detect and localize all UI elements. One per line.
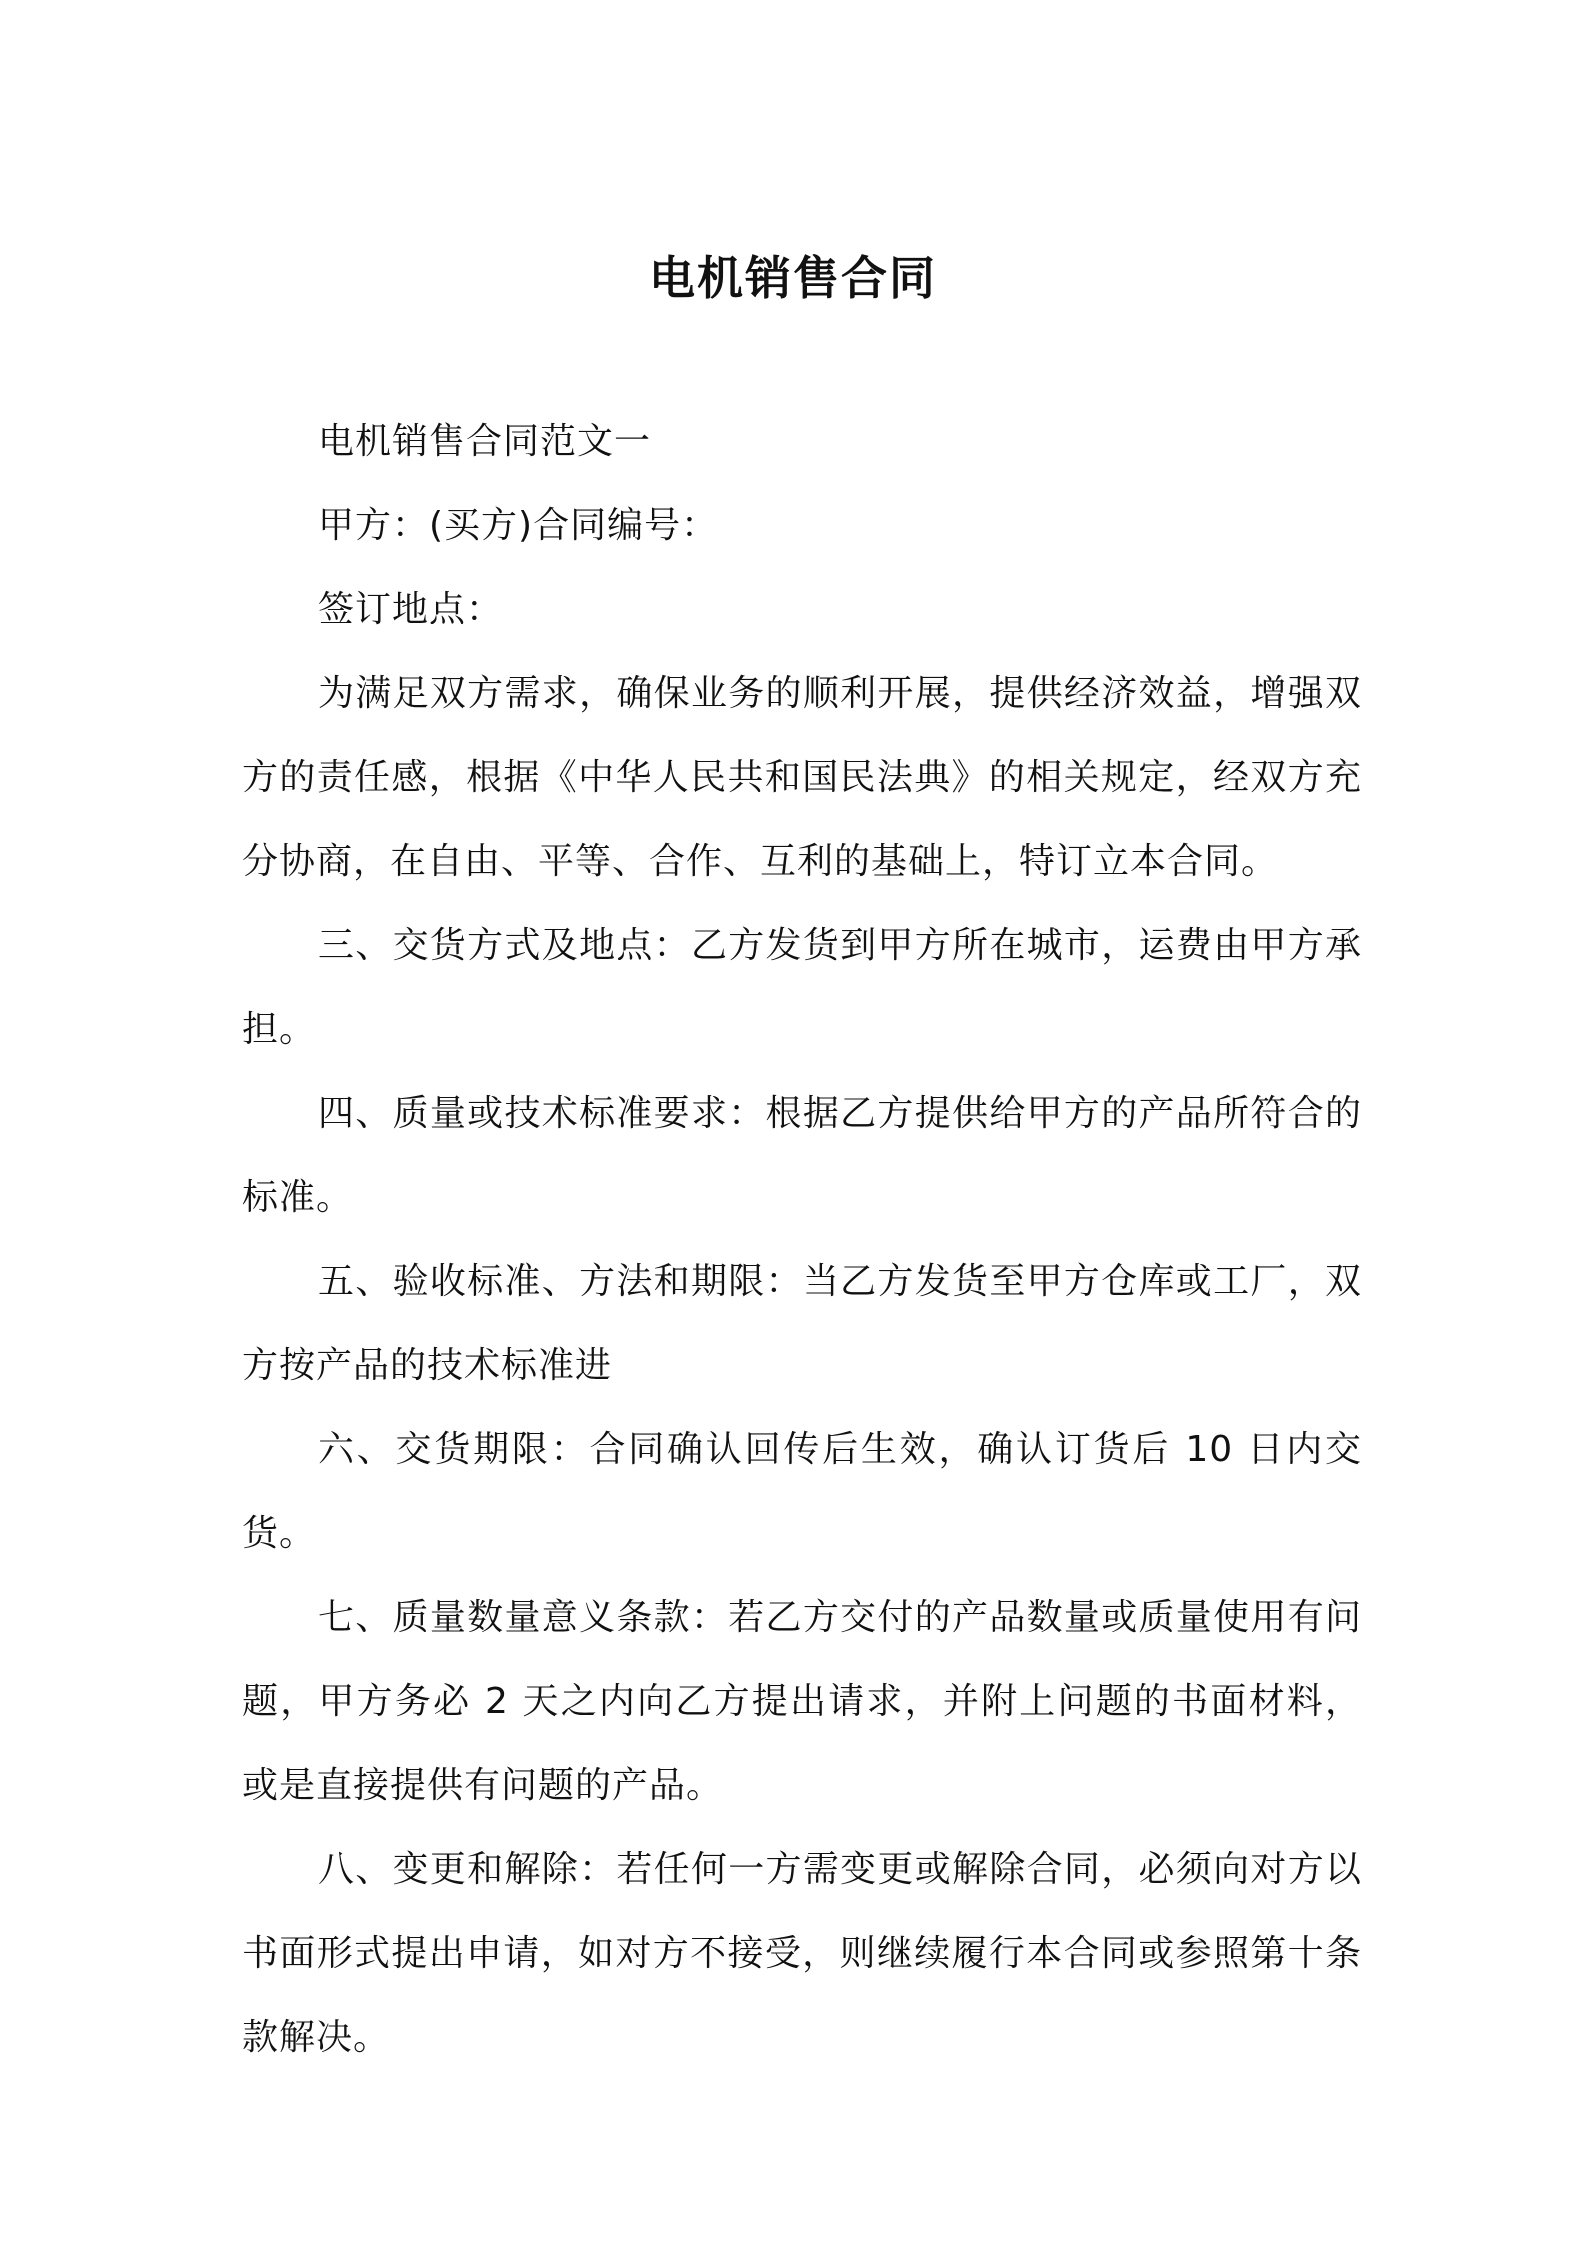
paragraph-party-a: 甲方：(买方)合同编号： <box>318 505 719 546</box>
paragraph-clause-6: 六、交货期限：合同确认回传后生效，确认订货后 10 日内交货。 <box>242 1429 1362 1554</box>
paragraph-clause-3: 三、交货方式及地点：乙方发货到甲方所在城市，运费由甲方承担。 <box>242 925 1362 1050</box>
page-title: 电机销售合同 <box>649 250 937 305</box>
paragraph-clause-7: 七、质量数量意义条款：若乙方交付的产品数量或质量使用有问题，甲方务必 2 天之内向乙方提出请求，并附上问题的书面材料，或是直接提供有问题的产品。 <box>242 1597 1362 1806</box>
paragraph-clause-5: 五、验收标准、方法和期限：当乙方发货至甲方仓库或工厂，双方按产品的技术标准进 <box>242 1261 1362 1386</box>
paragraph-subtitle: 电机销售合同范文一 <box>318 421 652 462</box>
paragraph-preamble: 为满足双方需求，确保业务的顺利开展，提供经济效益，增强双方的责任感，根据《中华人民共和国民法典》的相关规定，经双方充分协商，在自由、平等、合作、互利的基础上，特订立本合同。 <box>242 673 1362 882</box>
paragraph-signing-place: 签订地点： <box>318 589 504 630</box>
paragraph-clause-8: 八、变更和解除：若任何一方需变更或解除合同，必须向对方以书面形式提出申请，如对方不接受，则继续履行本合同或参照第十条款解决。 <box>242 1849 1362 2058</box>
contract-body <box>242 400 1362 2080</box>
paragraph-clause-4: 四、质量或技术标准要求：根据乙方提供给甲方的产品所符合的标准。 <box>242 1093 1362 1218</box>
